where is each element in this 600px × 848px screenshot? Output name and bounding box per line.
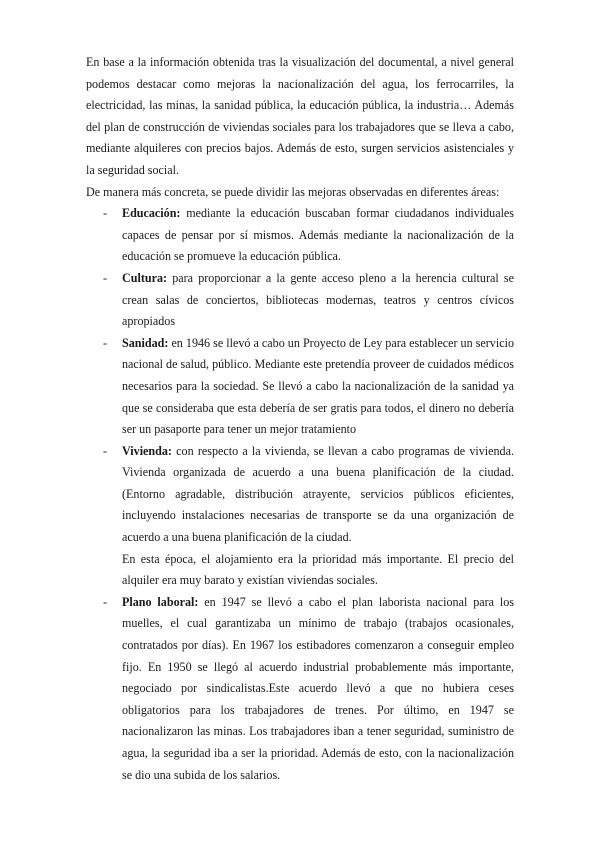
item-text: mediante la educación buscaban formar ciudadanos individuales capaces de pensar por sí mismos. Además mediante la nacionalización de la educación se promueve la educación pública. — [122, 206, 514, 264]
list-item-educacion — [86, 203, 514, 268]
item-text: en 1947 se llevó a cabo el plan laborista nacional para los muelles, el cual garantizaba un mínimo de trabajo (trabajos ocasionales, contratados por días). En 1967 los estibadores comenzaron a conseguir empleo fijo. En 1950 se llegó al acuerdo industrial probablemente más importante, negociado por sindicalistas.Este acuerdo llevó a que no hubiera ceses obligatorios para los trabajadores de trenes. Por último, en 1947 se nacionalizaron las minas. Los trabajadores iban a tener seguridad, suministro de agua, la seguridad iba a ser la prioridad. Además de esto, con la nacionalización se dio una subida de los salarios. — [122, 594, 514, 782]
item-term: Cultura: — [122, 270, 168, 285]
intro-paragraph: En base a la información obtenida tras la visualización del documental, a nivel general podemos destacar como mejoras la nacionalización del agua, los ferrocarriles, la electricidad, las minas, la sanidad pública, la educación pública, la industria… Además del plan de construcción de viviendas sociales para los trabajadores que se lleva a cabo, mediante alquileres con precios bajos. Además de esto, surgen servicios asistenciales y la seguridad social. — [86, 55, 514, 177]
item-term: Educación: — [122, 206, 181, 221]
bullet-dash: - — [103, 443, 108, 458]
list-item-sanidad — [86, 333, 514, 441]
item-text: para proporcionar a la gente acceso pleno a la herencia cultural se crean salas de conciertos, bibliotecas modernas, teatros y centros cívicos apropiados — [122, 270, 514, 329]
lead-paragraph: De manera más concreta, se puede dividir las mejoras observadas en diferentes áreas: — [86, 184, 500, 199]
list-item-cultura — [86, 268, 514, 333]
areas-list — [86, 203, 514, 786]
item-term: Vivienda: — [122, 443, 172, 458]
bullet-dash: - — [103, 270, 108, 285]
item-extra-text: En esta época, el alojamiento era la prioridad más importante. El precio del alquiler era muy barato y existían viviendas sociales. — [122, 551, 514, 588]
list-item-vivienda — [86, 441, 514, 592]
bullet-dash: - — [103, 335, 108, 350]
list-item-plano-laboral — [86, 592, 514, 786]
item-text: en 1946 se llevó a cabo un Proyecto de Ley para establecer un servicio nacional de salud, público. Mediante este pretendía proveer de cuidados médicos necesarios para la sociedad. Se llevó a cabo la nacionalización de la sanidad ya que se consideraba que esta debería de ser gratis para todos, el dinero no debería ser un pasaporte para tener un mejor tratamiento — [122, 335, 514, 437]
item-term: Plano laboral: — [122, 594, 199, 609]
bullet-dash: - — [103, 594, 108, 609]
bullet-dash: - — [103, 206, 108, 221]
item-term: Sanidad: — [122, 335, 169, 350]
item-text: con respecto a la vivienda, se llevan a cabo programas de vivienda. Vivienda organizada de acuerdo a una buena planificación de la ciudad. (Entorno agradable, distribución atrayente, servicios públicos eficientes, incluyendo instalaciones necesarias de transporte se da una organización de acuerdo a una buena planificación de la ciudad. — [122, 443, 514, 545]
